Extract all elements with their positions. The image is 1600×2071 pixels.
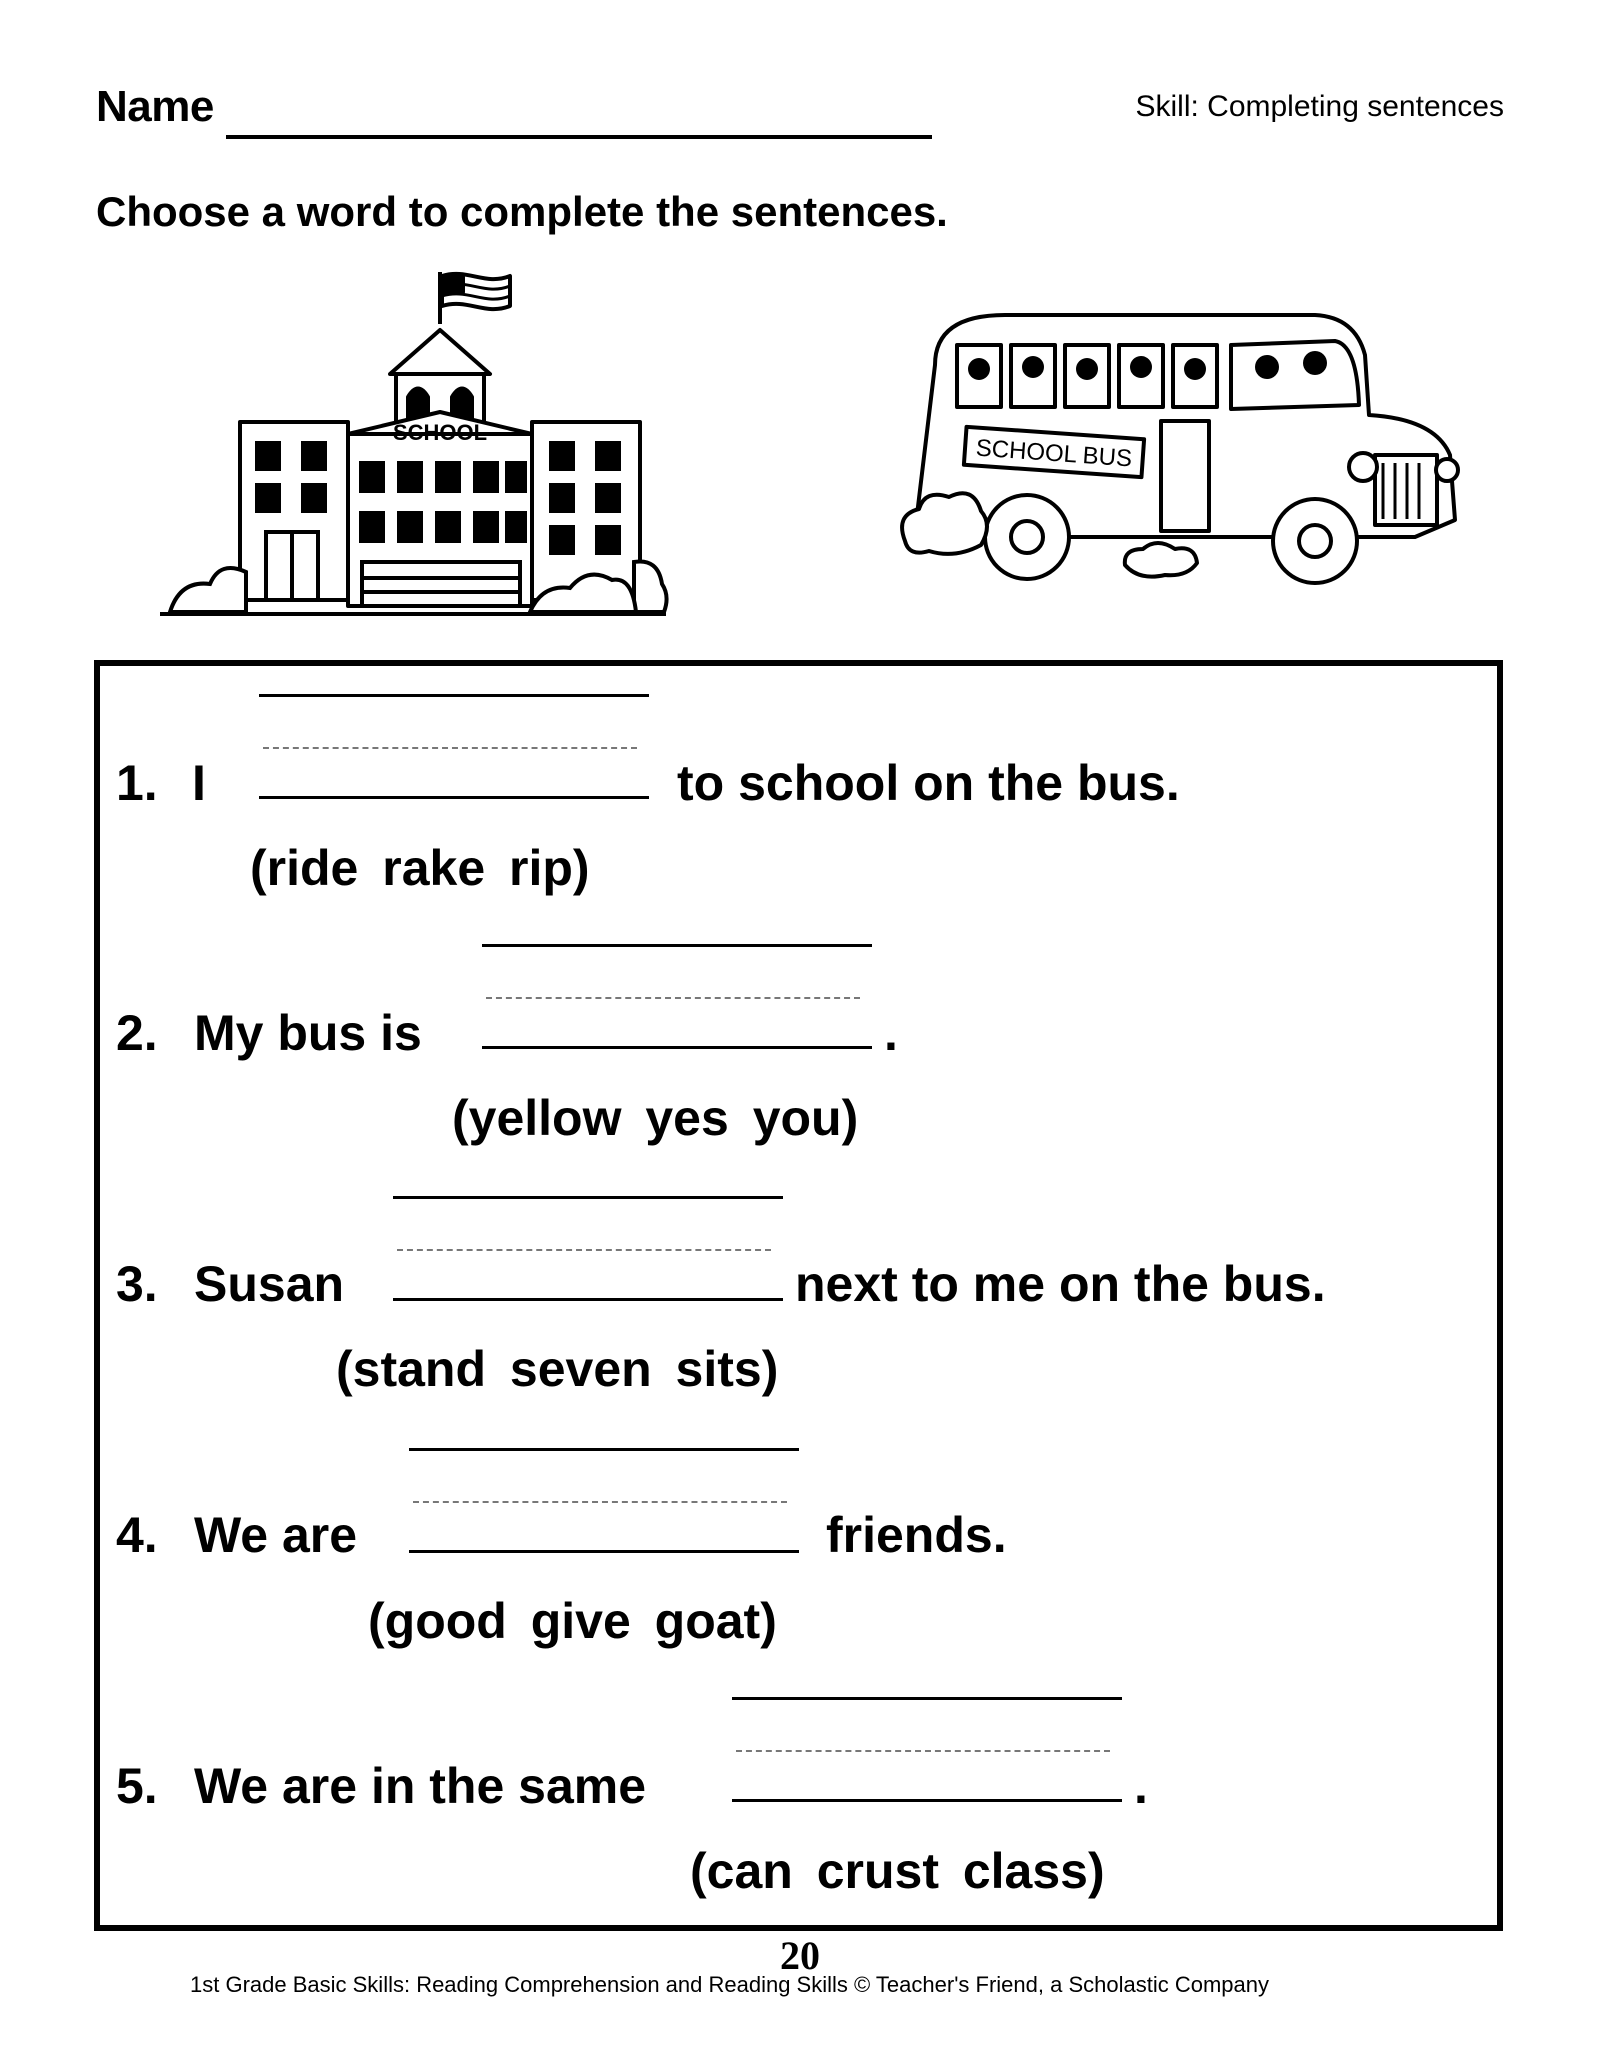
- name-label: Name: [96, 82, 214, 131]
- name-field[interactable]: [226, 135, 932, 139]
- exercise-2-choices: (yellow yes you): [452, 1090, 859, 1146]
- bus-sign-text: SCHOOL BUS: [974, 434, 1133, 473]
- exercise-5-number: 5.: [116, 1758, 158, 1814]
- instructions: Choose a word to complete the sentences.: [96, 188, 948, 235]
- page-number: 20: [780, 1933, 820, 1978]
- school-building-illustration: [150, 262, 670, 634]
- exercise-3-prefix: Susan: [194, 1256, 345, 1312]
- exercise-1-number: 1.: [116, 755, 158, 811]
- exercise-3-suffix: next to me on the bus.: [795, 1256, 1326, 1312]
- exercise-1-suffix: to school on the bus.: [677, 755, 1180, 811]
- exercise-2-prefix: My bus is: [194, 1005, 422, 1061]
- exercise-2-number: 2.: [116, 1005, 158, 1061]
- exercise-5-prefix: We are in the same: [194, 1758, 647, 1814]
- exercise-4-prefix: We are: [194, 1507, 358, 1563]
- exercise-1-choices: (ride rake rip): [250, 840, 590, 896]
- skill-label: Skill: Completing sentences: [1135, 90, 1504, 123]
- exercise-5-suffix: .: [1134, 1758, 1148, 1814]
- exercise-2-suffix: .: [884, 1005, 898, 1061]
- exercise-3-choices: (stand seven sits): [336, 1341, 779, 1397]
- school-sign-text: SCHOOL: [392, 420, 488, 445]
- exercise-3-number: 3.: [116, 1256, 158, 1312]
- exercise-1-prefix: I: [192, 755, 206, 811]
- exercise-5-choices: (can crust class): [690, 1843, 1105, 1899]
- exercise-4-suffix: friends.: [826, 1507, 1007, 1563]
- school-bus-illustration: [895, 305, 1470, 605]
- footer-credit: 1st Grade Basic Skills: Reading Comprehension and Reading Skills © Teacher's Friend, a Scholastic Company: [190, 1972, 1269, 1997]
- exercise-4-number: 4.: [116, 1507, 158, 1563]
- exercise-4-choices: (good give goat): [368, 1593, 777, 1649]
